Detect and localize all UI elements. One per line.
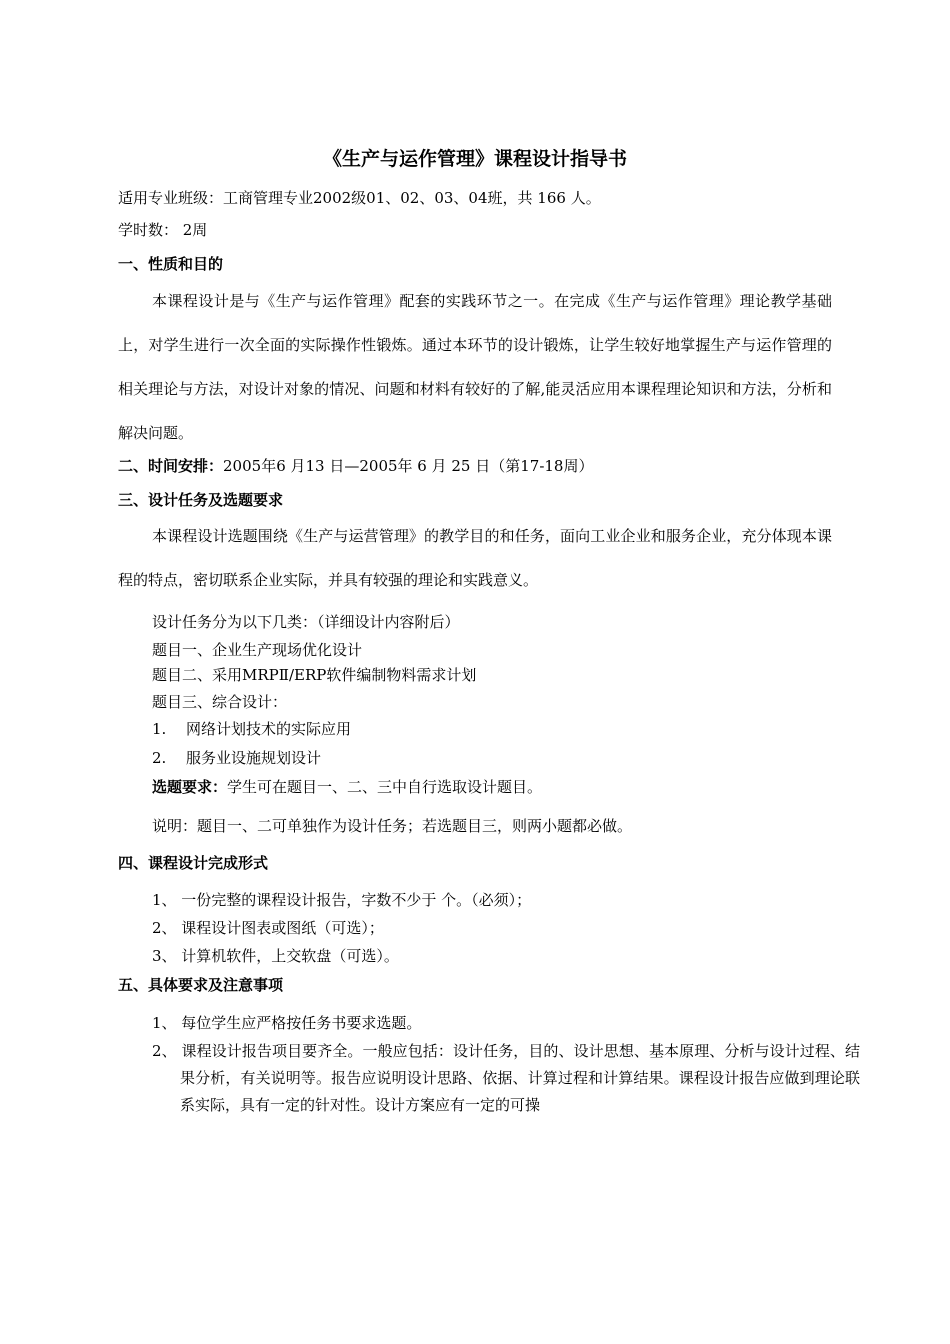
section-3-heading: 三、设计任务及选题要求 <box>118 491 284 509</box>
subtopic-2-text: 服务业设施规划设计 <box>186 749 322 767</box>
section-2-line <box>118 456 593 476</box>
subtopic-1-text: 网络计划技术的实际应用 <box>186 720 352 738</box>
form-item-3: 3、 计算机软件，上交软盘（可选）。 <box>152 947 399 965</box>
form-item-1: 1、 一份完整的课程设计报告，字数不少于 个。（必须）； <box>152 891 532 909</box>
selection-requirement-label: 选题要求： <box>152 778 228 796</box>
applicable-classes: 适用专业班级：工商管理专业2002级01、02、03、04班，共 166 人。 <box>118 189 601 207</box>
selection-requirement-text: 学生可在题目一、二、三中自行选取设计题目。 <box>227 778 543 796</box>
form-item-2: 2、 课程设计图表或图纸（可选）； <box>152 919 384 937</box>
section-2-heading: 二、时间安排： <box>118 457 224 475</box>
subtopic-2-number: 2. <box>152 749 167 767</box>
topic-2: 题目二、采用MRPⅡ/ERP软件编制物料需求计划 <box>152 666 477 684</box>
topic-3: 题目三、综合设计： <box>152 693 288 711</box>
schedule-text: 2005年6 月13 日—2005年 6 月 25 日（第17-18周） <box>223 457 594 475</box>
section-3-body: 本课程设计选题围绕《生产与运营管理》的教学目的和任务，面向工业企业和服务企业，充分体现本课程的特点，密切联系企业实际，并具有较强的理论和实践意义。 <box>118 527 832 589</box>
selection-note: 说明：题目一、二可单独作为设计任务；若选题目三，则两小题都必做。 <box>152 817 633 835</box>
task-intro: 设计任务分为以下几类：（详细设计内容附后） <box>152 613 460 631</box>
section-1-body: 本课程设计是与《生产与运作管理》配套的实践环节之一。在完成《生产与运作管理》理论教学基础上，对学生进行一次全面的实际操作性锻炼。通过本环节的设计锻炼，让学生较好地掌握生产与运作管理的相关理论与方法，对设计对象的情况、问题和材料有较好的了解,能灵活应用本课程理论知识和方法，分析和解决问题。 <box>118 292 832 442</box>
subtopic-1-number: 1. <box>152 720 167 738</box>
credit-hours: 学时数： 2周 <box>118 221 208 239</box>
requirement-item-2: 2、 课程设计报告项目要齐全。一般应包括：设计任务，目的、设计思想、基本原理、分析与设计过程、结果分析，有关说明等。报告应说明设计思路、依据、计算过程和计算结果。课程设计报告应做到理论联系实际，具有一定的针对性。设计方案应有一定的可操 <box>152 1042 860 1114</box>
section-1-heading: 一、性质和目的 <box>118 255 224 273</box>
topic-1: 题目一、企业生产现场优化设计 <box>152 641 363 659</box>
section-4-heading: 四、课程设计完成形式 <box>118 854 269 872</box>
selection-requirement <box>152 777 542 797</box>
document-title: 《生产与运作管理》课程设计指导书 <box>322 148 627 170</box>
section-5-heading: 五、具体要求及注意事项 <box>118 976 284 994</box>
requirement-item-1: 1、 每位学生应严格按任务书要求选题。 <box>152 1014 422 1032</box>
